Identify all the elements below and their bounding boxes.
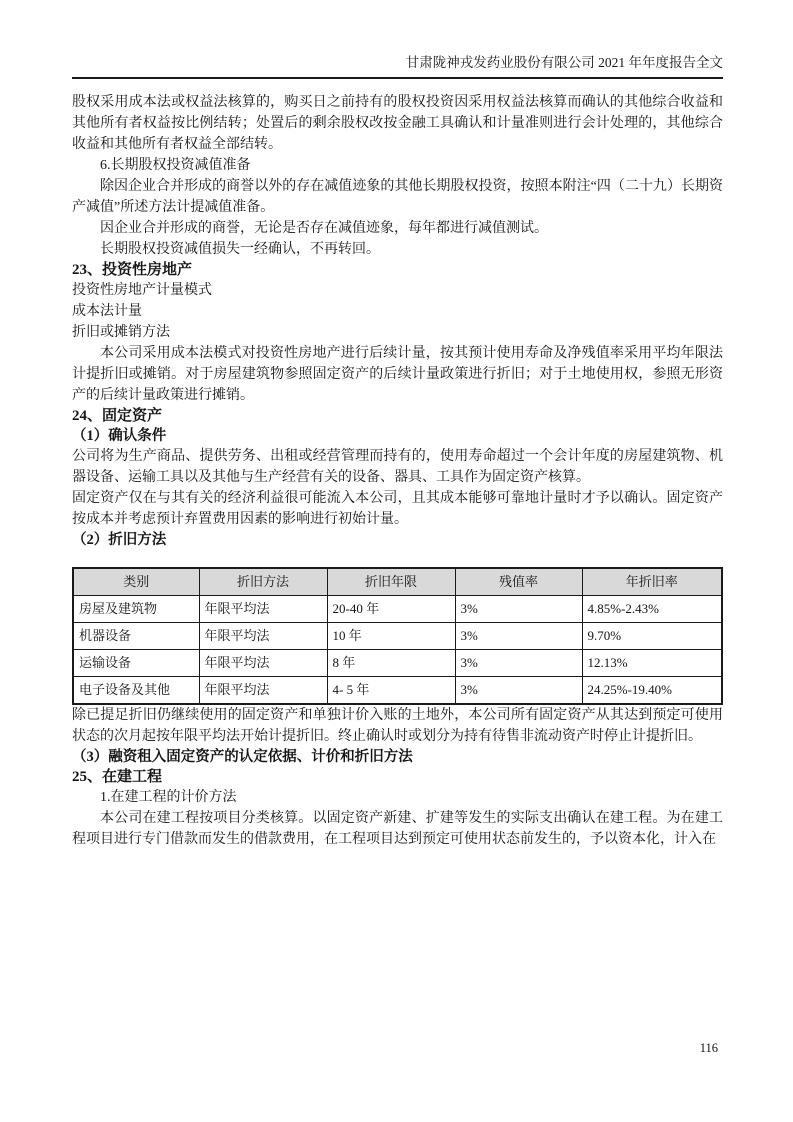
paragraph-fixed-asset-scope: 公司将为生产商品、提供劳务、出租或经营管理而持有的，使用寿命超过一个会计年度的房屋建筑物、机器设备、运输工具以及其他与生产经营有关的设备、器具、工具作为固定资产核算。	[72, 449, 723, 485]
page-header	[72, 54, 723, 79]
table-header-residual-rate: 残值率	[455, 568, 582, 596]
table-cell: 4- 5 年	[327, 677, 455, 705]
subheading-depreciation: （2）折旧方法	[72, 532, 167, 548]
table-cell: 8 年	[327, 650, 455, 677]
table-header-row	[73, 568, 722, 596]
table-cell: 4.85%-2.43%	[582, 596, 722, 623]
section-heading-23: 23、投资性房地产	[72, 262, 193, 278]
section-heading-25: 25、在建工程	[72, 769, 163, 785]
depreciation-table	[72, 567, 723, 705]
paragraph-depreciation-start: 除已提足折旧仍继续使用的固定资产和单独计价入账的土地外，本公司所有固定资产从其达到预定可使用状态的次月起按年限平均法开始计提折旧。终止确认时或划分为持有待售非流动资产时停止计提折旧。	[72, 708, 723, 744]
table-cell: 电子设备及其他	[73, 677, 199, 705]
table-cell: 12.13%	[582, 650, 722, 677]
page-number: 116	[699, 1041, 718, 1055]
section-heading-24: 24、固定资产	[72, 408, 163, 424]
table-header-category: 类别	[73, 568, 199, 596]
table-row	[73, 623, 722, 650]
paragraph-investment-property: 本公司采用成本法模式对投资性房地产进行后续计量，按其预计使用寿命及净残值率采用平均年限法计提折旧或摊销。对于房屋建筑物参照固定资产的后续计量政策进行折旧；对于土地使用权，参照无形资产的后续计量政策进行摊销。	[72, 346, 723, 403]
table-cell: 3%	[455, 623, 582, 650]
table-cell: 24.25%-19.40%	[582, 677, 722, 705]
subheading-finance-lease: （3）融资租入固定资产的认定依据、计价和折旧方法	[72, 749, 413, 765]
table-row	[73, 650, 722, 677]
table-header-years: 折旧年限	[327, 568, 455, 596]
item-1-title: 1.在建工程的计价方法	[100, 790, 237, 805]
paragraph-impairment-provision: 除因企业合并形成的商誉以外的存在减值迹象的其他长期股权投资，按照本附注“四（二十九）长期资产减值”所述方法计提减值准备。	[72, 179, 723, 215]
table-header-method: 折旧方法	[199, 568, 327, 596]
table-cell: 年限平均法	[199, 596, 327, 623]
table-cell: 房屋及建筑物	[73, 596, 199, 623]
table-cell: 年限平均法	[199, 677, 327, 705]
table-row	[73, 677, 722, 705]
table-cell: 3%	[455, 596, 582, 623]
page-body	[72, 92, 723, 850]
paragraph-goodwill-test: 因企业合并形成的商誉，无论是否存在减值迹象，每年都进行减值测试。	[100, 221, 548, 236]
page-header-title: 甘肃陇神戎发药业股份有限公司 2021 年年度报告全文	[405, 55, 723, 70]
subheading-recognition: （1）确认条件	[72, 428, 167, 444]
paragraph-fixed-asset-recognition: 固定资产仅在与其有关的经济利益很可能流入本公司，且其成本能够可靠地计量时才予以确认。固定资产按成本并考虑预计弃置费用因素的影响进行初始计量。	[72, 491, 723, 527]
table-cell: 年限平均法	[199, 650, 327, 677]
table-row	[73, 596, 722, 623]
line-depreciation-method: 折旧或摊销方法	[72, 325, 170, 340]
line-measurement-mode: 投资性房地产计量模式	[72, 283, 212, 298]
paragraph-construction-in-progress: 本公司在建工程按项目分类核算。以固定资产新建、扩建等发生的实际支出确认在建工程。为在建工程项目进行专门借款而发生的借款费用，在工程项目达到预定可使用状态前发生的，予以资本化，计入在	[72, 811, 723, 847]
table-cell: 机器设备	[73, 623, 199, 650]
item-6-title: 6.长期股权投资减值准备	[100, 158, 251, 173]
line-cost-method: 成本法计量	[72, 304, 142, 319]
paragraph-equity-method: 股权采用成本法或权益法核算的，购买日之前持有的股权投资因采用权益法核算而确认的其他综合收益和其他所有者权益按比例结转；处置后的剩余股权改按金融工具确认和计量准则进行会计处理的，其他综合收益和其他所有者权益全部结转。	[72, 95, 723, 152]
table-cell: 9.70%	[582, 623, 722, 650]
table-cell: 3%	[455, 677, 582, 705]
table-cell: 10 年	[327, 623, 455, 650]
table-cell: 3%	[455, 650, 582, 677]
table-cell: 运输设备	[73, 650, 199, 677]
paragraph-no-reversal: 长期股权投资减值损失一经确认，不再转回。	[100, 242, 380, 257]
table-header-annual-rate: 年折旧率	[582, 568, 722, 596]
table-cell: 年限平均法	[199, 623, 327, 650]
table-cell: 20-40 年	[327, 596, 455, 623]
